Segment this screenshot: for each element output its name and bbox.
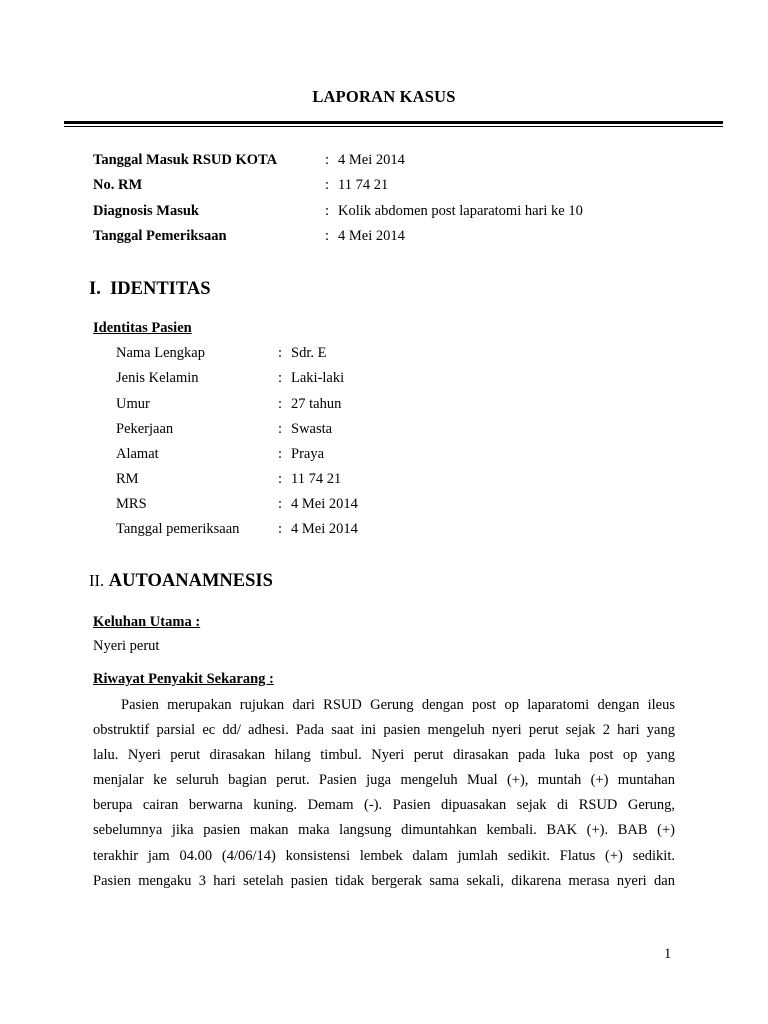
identity-value: Sdr. E xyxy=(291,345,327,361)
identity-colon: : xyxy=(278,345,283,361)
identity-colon: : xyxy=(278,496,283,512)
document-title: LAPORAN KASUS xyxy=(312,87,456,106)
section-title: AUTOANAMNESIS xyxy=(108,571,273,591)
meta-label: Tanggal Pemeriksaan xyxy=(93,228,227,244)
identity-colon: : xyxy=(278,446,283,462)
meta-colon: : xyxy=(325,177,330,193)
title-divider-thin xyxy=(64,126,723,127)
meta-colon: : xyxy=(325,228,330,244)
section-heading-autoanamnesis xyxy=(89,571,273,592)
paragraph-line: terakhir jam 04.00 (4/06/14) konsistensi lembek dalam jumlah sedikit. Flatus (+) sedikit. xyxy=(93,847,675,864)
identity-label: RM xyxy=(116,471,139,487)
paragraph-line: berupa cairan berwarna kuning. Demam (-). Pasien dipuasakan sejak di RSUD Gerung, xyxy=(93,797,675,814)
identity-label: Jenis Kelamin xyxy=(116,370,199,386)
title-divider-thick xyxy=(64,121,723,124)
paragraph-line: Pasien merupakan rujukan dari RSUD Gerung dengan post op laparatomi dengan ileus xyxy=(121,697,675,713)
keluhan-utama-text: Nyeri perut xyxy=(93,638,160,654)
subheading-identitas-pasien: Identitas Pasien xyxy=(93,320,192,336)
identity-label: Umur xyxy=(116,396,150,412)
identity-value: 4 Mei 2014 xyxy=(291,521,358,537)
meta-colon: : xyxy=(325,152,330,168)
identity-colon: : xyxy=(278,396,283,412)
meta-colon: : xyxy=(325,203,330,219)
identity-colon: : xyxy=(278,521,283,537)
section-number: I. xyxy=(89,279,101,299)
identity-label: Alamat xyxy=(116,446,159,462)
identity-value: Laki-laki xyxy=(291,370,345,386)
section-title: IDENTITAS xyxy=(110,279,211,299)
paragraph-line: lalu. Nyeri perut dirasakan hilang timbul. Nyeri perut dirasakan pada luka post op yang xyxy=(93,747,675,764)
identity-colon: : xyxy=(278,370,283,386)
paragraph-line: menjalar ke seluruh bagian perut. Pasien juga mengeluh Mual (+), muntah (+) muntahan xyxy=(93,772,675,789)
identity-value: Praya xyxy=(291,446,325,462)
meta-value: 4 Mei 2014 xyxy=(338,152,405,168)
identity-label: Tanggal pemeriksaan xyxy=(116,521,240,537)
riwayat-paragraph xyxy=(93,693,675,894)
identity-value: 27 tahun xyxy=(291,396,342,412)
identity-value: Swasta xyxy=(291,421,333,437)
section-heading-identitas xyxy=(89,279,211,300)
identity-value: 11 74 21 xyxy=(291,471,342,487)
identity-colon: : xyxy=(278,421,283,437)
identity-value: 4 Mei 2014 xyxy=(291,496,358,512)
meta-value: Kolik abdomen post laparatomi hari ke 10 xyxy=(338,203,583,219)
identity-colon: : xyxy=(278,471,283,487)
paragraph-line: obstruktif parsial ec dd/ adhesi. Pada saat ini pasien mengeluh nyeri perut sejak 2 hari yang xyxy=(93,722,675,739)
meta-value: 4 Mei 2014 xyxy=(338,228,405,244)
paragraph-line: Pasien mengaku 3 hari setelah pasien tidak bergerak sama sekali, dikarena merasa nyeri dan xyxy=(93,872,675,889)
subheading-keluhan-utama: Keluhan Utama : xyxy=(93,614,201,630)
identity-label: Pekerjaan xyxy=(116,421,174,437)
identity-label: Nama Lengkap xyxy=(116,345,205,361)
paragraph-line: sebelumnya jika pasien makan maka langsung dimuntahkan kembali. BAK (+). BAB (+) xyxy=(93,822,675,839)
section-number: II. xyxy=(89,571,105,590)
identity-label: MRS xyxy=(116,496,147,512)
meta-label: No. RM xyxy=(93,177,143,193)
page-number: 1 xyxy=(664,946,672,962)
meta-label: Tanggal Masuk RSUD KOTA xyxy=(93,152,278,168)
subheading-riwayat-penyakit: Riwayat Penyakit Sekarang : xyxy=(93,671,274,687)
meta-value: 11 74 21 xyxy=(338,177,389,193)
meta-label: Diagnosis Masuk xyxy=(93,203,199,219)
